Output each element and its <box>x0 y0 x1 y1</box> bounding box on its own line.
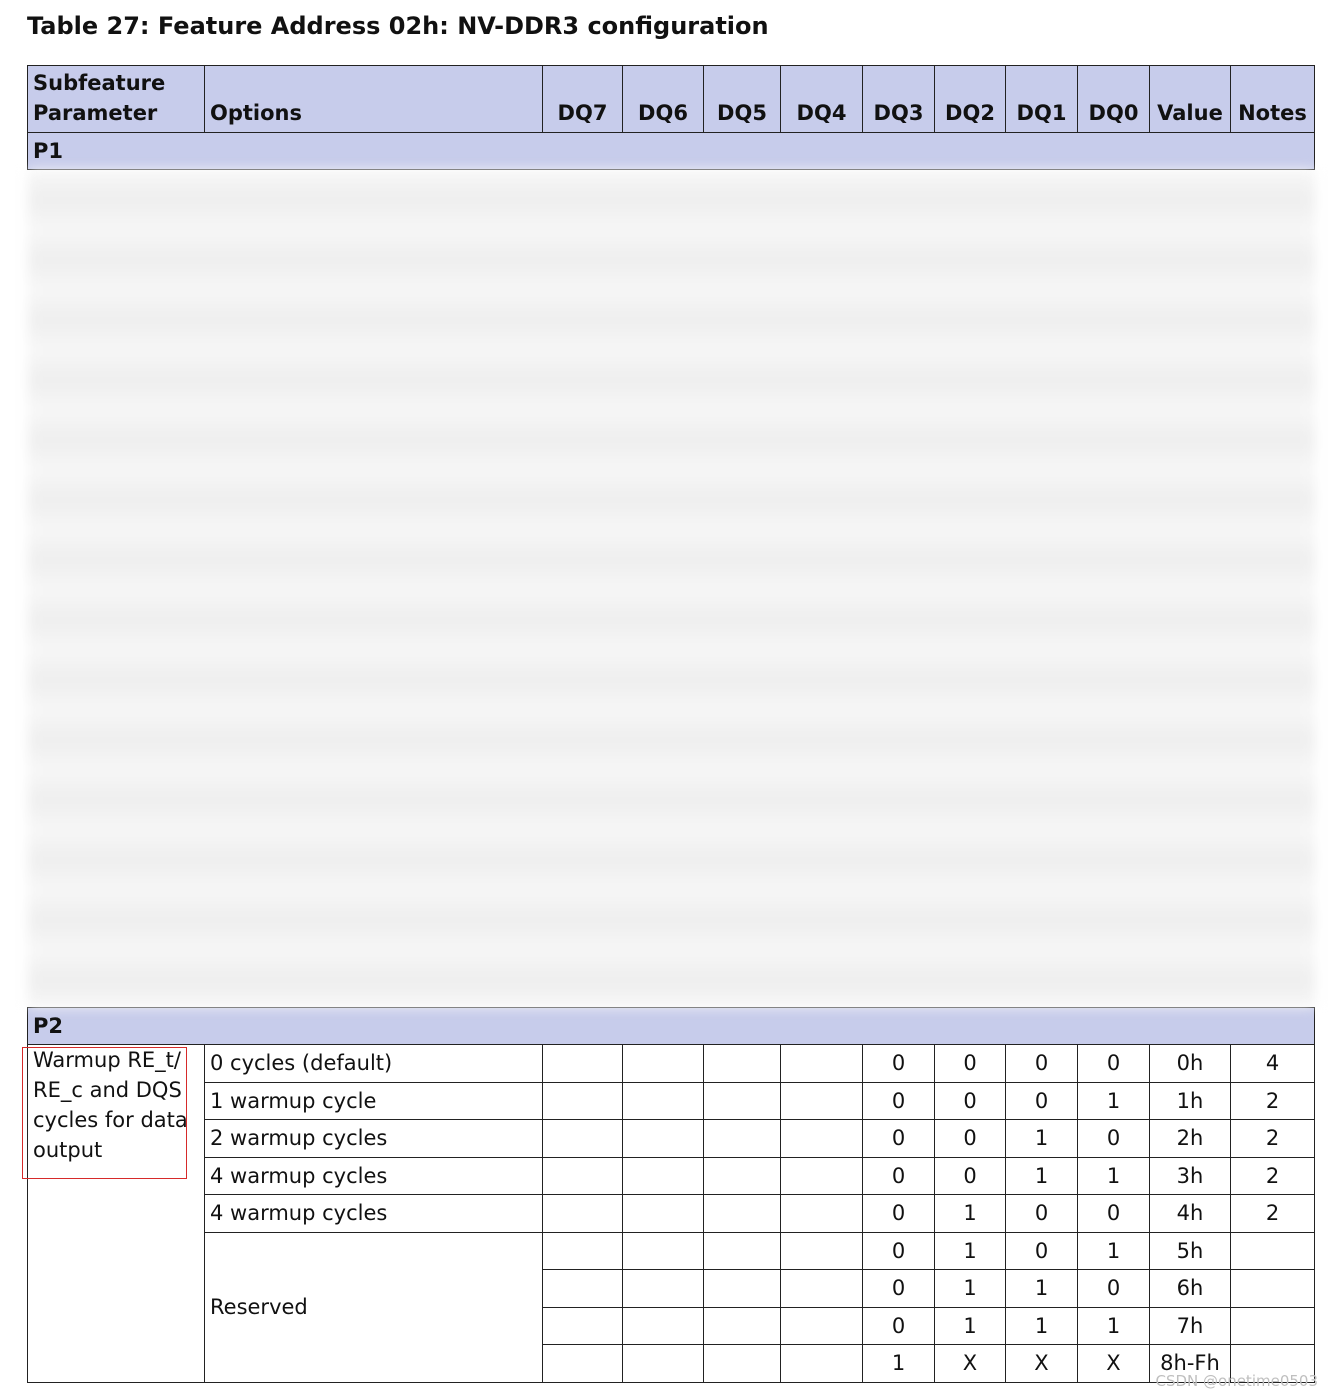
dq2-cell: 1 <box>935 1195 1006 1233</box>
blurred-region-row <box>28 170 1315 1008</box>
header-subfeature <box>28 66 205 133</box>
table-row <box>28 1120 1315 1158</box>
option-cell: 4 warmup cycles <box>205 1157 543 1195</box>
dq1-cell: X <box>1006 1345 1078 1383</box>
value-cell: 1h <box>1150 1082 1231 1120</box>
dq2-cell: 1 <box>935 1270 1006 1308</box>
dq0-cell: 1 <box>1078 1082 1150 1120</box>
dq1-cell: 0 <box>1006 1195 1078 1233</box>
header-dq0: DQ0 <box>1078 66 1150 133</box>
dq2-cell: 0 <box>935 1157 1006 1195</box>
header-row <box>28 66 1315 133</box>
dq2-cell: 0 <box>935 1045 1006 1083</box>
option-cell: 2 warmup cycles <box>205 1120 543 1158</box>
watermark: CSDN @onetime0503 <box>1155 1372 1318 1390</box>
table-row <box>28 1045 1315 1083</box>
dq3-cell: 1 <box>863 1345 935 1383</box>
dq2-cell: 0 <box>935 1120 1006 1158</box>
header-dq2: DQ2 <box>935 66 1006 133</box>
header-notes: Notes <box>1231 66 1315 133</box>
dq0-cell: X <box>1078 1345 1150 1383</box>
dq0-cell: 0 <box>1078 1120 1150 1158</box>
dq1-cell: 1 <box>1006 1120 1078 1158</box>
header-value: Value <box>1150 66 1231 133</box>
value-cell: 2h <box>1150 1120 1231 1158</box>
blurred-content <box>28 170 1315 1007</box>
section-row-p2 <box>28 1008 1315 1045</box>
dq3-cell: 0 <box>863 1157 935 1195</box>
dq2-cell: 1 <box>935 1232 1006 1270</box>
dq3-cell: 0 <box>863 1045 935 1083</box>
notes-cell <box>1231 1307 1315 1345</box>
dq1-cell: 0 <box>1006 1082 1078 1120</box>
option-cell: 4 warmup cycles <box>205 1195 543 1233</box>
dq3-cell: 0 <box>863 1270 935 1308</box>
dq1-cell: 0 <box>1006 1232 1078 1270</box>
dq0-cell: 1 <box>1078 1157 1150 1195</box>
parameter-cell: Warmup RE_t/ RE_c and DQS cycles for data output <box>28 1045 205 1383</box>
dq1-cell: 1 <box>1006 1307 1078 1345</box>
feature-table <box>27 65 1315 1383</box>
notes-cell: 2 <box>1231 1195 1315 1233</box>
option-cell: 1 warmup cycle <box>205 1082 543 1120</box>
table-row <box>28 1195 1315 1233</box>
dq0-cell: 0 <box>1078 1045 1150 1083</box>
value-cell: 6h <box>1150 1270 1231 1308</box>
header-subfeature-line1: Subfeature <box>33 71 166 95</box>
value-cell: 7h <box>1150 1307 1231 1345</box>
notes-cell <box>1231 1232 1315 1270</box>
header-subfeature-line2: Parameter <box>33 101 158 125</box>
dq0-cell: 0 <box>1078 1270 1150 1308</box>
notes-cell: 4 <box>1231 1045 1315 1083</box>
value-cell: 8h-Fh <box>1150 1345 1231 1383</box>
section-row-p1 <box>28 133 1315 170</box>
header-dq4: DQ4 <box>781 66 863 133</box>
table-row <box>28 1082 1315 1120</box>
section-label-p2: P2 <box>28 1008 1315 1045</box>
header-dq7: DQ7 <box>543 66 623 133</box>
dq2-cell: 1 <box>935 1307 1006 1345</box>
value-cell: 3h <box>1150 1157 1231 1195</box>
dq0-cell: 1 <box>1078 1232 1150 1270</box>
header-dq5: DQ5 <box>704 66 781 133</box>
value-cell: 0h <box>1150 1045 1231 1083</box>
option-cell: 0 cycles (default) <box>205 1045 543 1083</box>
dq0-cell: 0 <box>1078 1195 1150 1233</box>
header-dq1: DQ1 <box>1006 66 1078 133</box>
dq1-cell: 1 <box>1006 1270 1078 1308</box>
dq0-cell: 1 <box>1078 1307 1150 1345</box>
table-row <box>28 1157 1315 1195</box>
dq3-cell: 0 <box>863 1195 935 1233</box>
value-cell: 5h <box>1150 1232 1231 1270</box>
section-label-p1: P1 <box>28 133 1315 170</box>
dq2-cell: X <box>935 1345 1006 1383</box>
dq2-cell: 0 <box>935 1082 1006 1120</box>
dq3-cell: 0 <box>863 1082 935 1120</box>
value-cell: 4h <box>1150 1195 1231 1233</box>
table-row <box>28 1232 1315 1270</box>
dq3-cell: 0 <box>863 1307 935 1345</box>
reserved-option-cell: Reserved <box>205 1232 543 1382</box>
dq1-cell: 0 <box>1006 1045 1078 1083</box>
dq1-cell: 1 <box>1006 1157 1078 1195</box>
notes-cell: 2 <box>1231 1120 1315 1158</box>
dq3-cell: 0 <box>863 1120 935 1158</box>
notes-cell: 2 <box>1231 1157 1315 1195</box>
table-title: Table 27: Feature Address 02h: NV-DDR3 configuration <box>27 12 769 40</box>
header-dq3: DQ3 <box>863 66 935 133</box>
notes-cell: 2 <box>1231 1082 1315 1120</box>
header-dq6: DQ6 <box>623 66 704 133</box>
header-options: Options <box>205 66 543 133</box>
dq3-cell: 0 <box>863 1232 935 1270</box>
notes-cell <box>1231 1270 1315 1308</box>
